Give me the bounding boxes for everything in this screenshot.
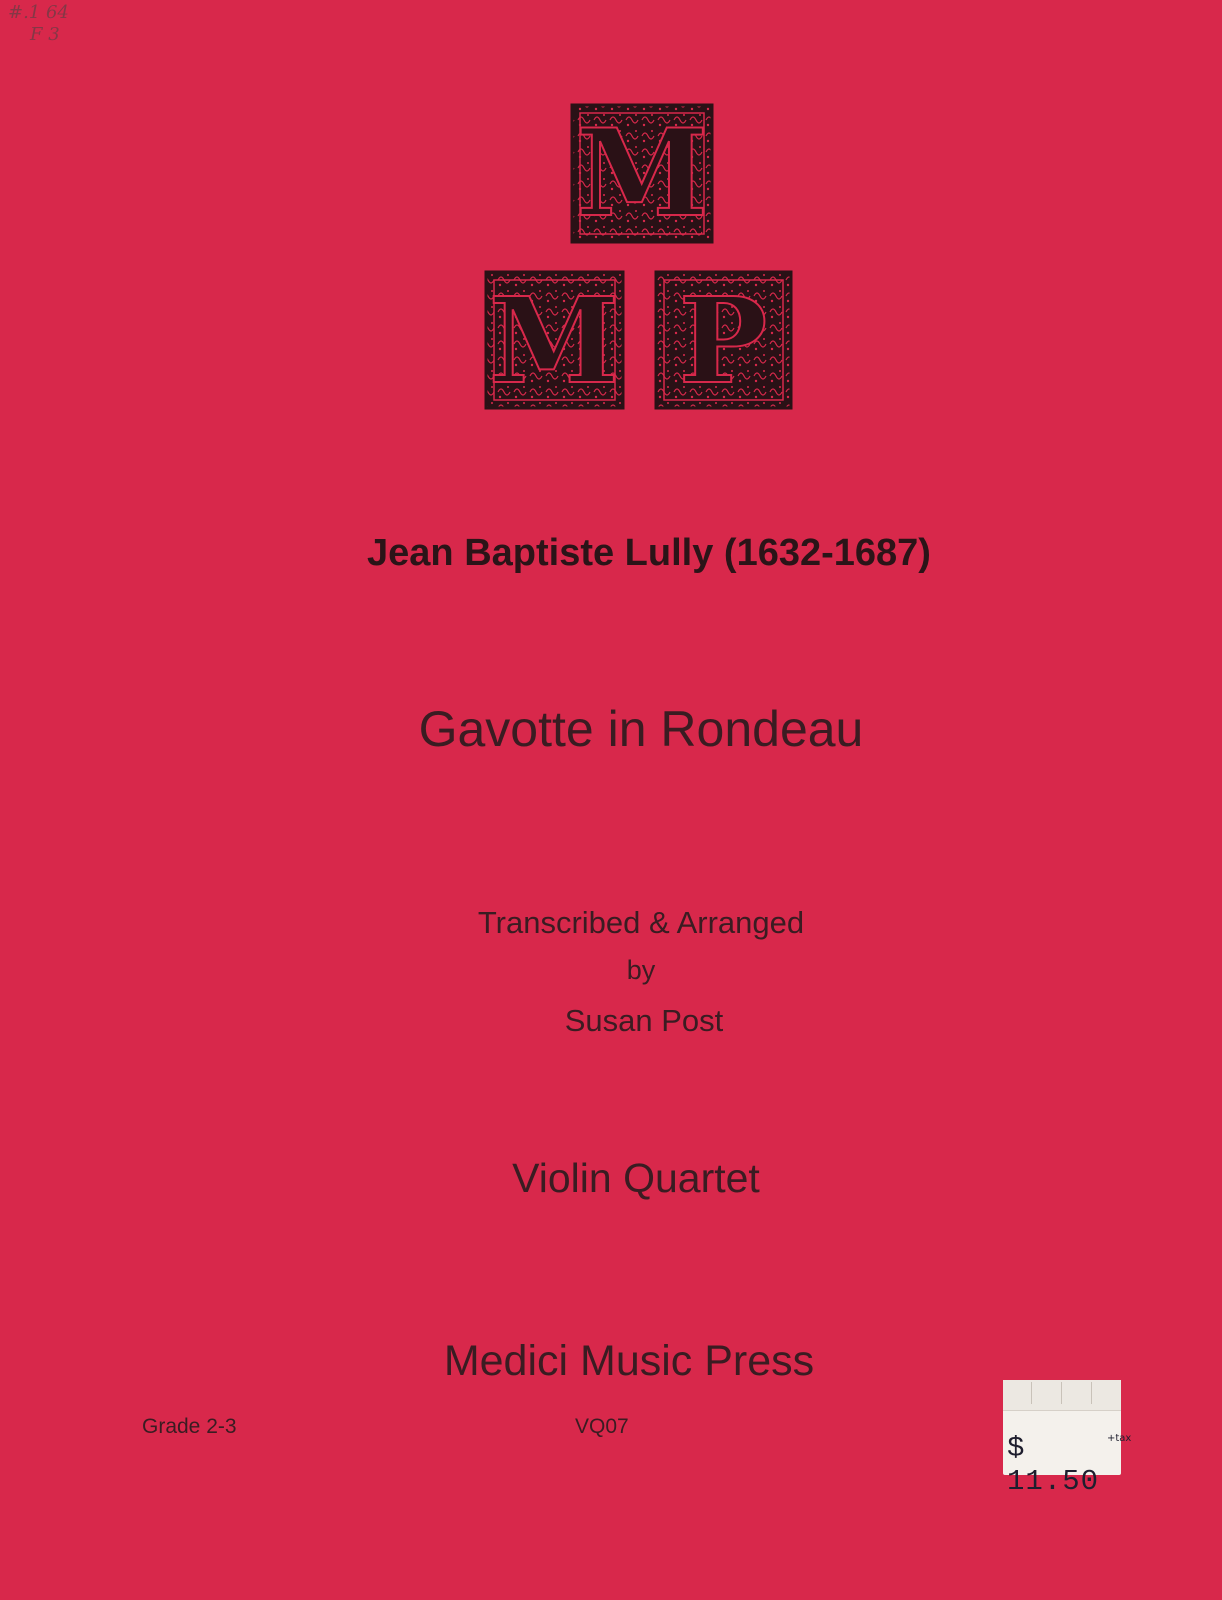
- price-sticker: [1003, 1380, 1132, 1498]
- svg-text:M: M: [488, 271, 620, 410]
- sticker-tick: [1091, 1382, 1092, 1404]
- catalog-number: VQ07: [575, 1415, 629, 1438]
- sticker-tick: [1031, 1382, 1032, 1404]
- publisher-name: Medici Music Press: [443, 1337, 815, 1385]
- composer-name: Jean Baptiste Lully (1632-1687): [367, 532, 931, 574]
- arranger-name: Susan Post: [564, 1003, 724, 1038]
- publisher-logo: [0, 0, 1222, 420]
- logo-block-top-m: [572, 103, 712, 244]
- svg-text:P: P: [678, 271, 768, 410]
- logo-block-bottom-m: [486, 271, 623, 410]
- instrumentation: Violin Quartet: [512, 1155, 760, 1201]
- arrangement-credit: Transcribed & Arranged: [477, 905, 805, 940]
- price-value: $ 11.50: [1007, 1432, 1100, 1498]
- sticker-top-band: [1003, 1380, 1121, 1411]
- by-label: by: [626, 955, 656, 985]
- svg-text:M: M: [575, 103, 709, 244]
- tax-note: +tax: [1107, 1433, 1132, 1444]
- handwritten-note-line-2: F 3: [30, 24, 60, 45]
- logo-block-p: [656, 271, 791, 410]
- sticker-tick: [1061, 1382, 1062, 1404]
- handwritten-note-line-1: #.1 64: [8, 2, 69, 23]
- piece-title: Gavotte in Rondeau: [418, 701, 864, 757]
- grade-label: Grade 2-3: [142, 1415, 237, 1438]
